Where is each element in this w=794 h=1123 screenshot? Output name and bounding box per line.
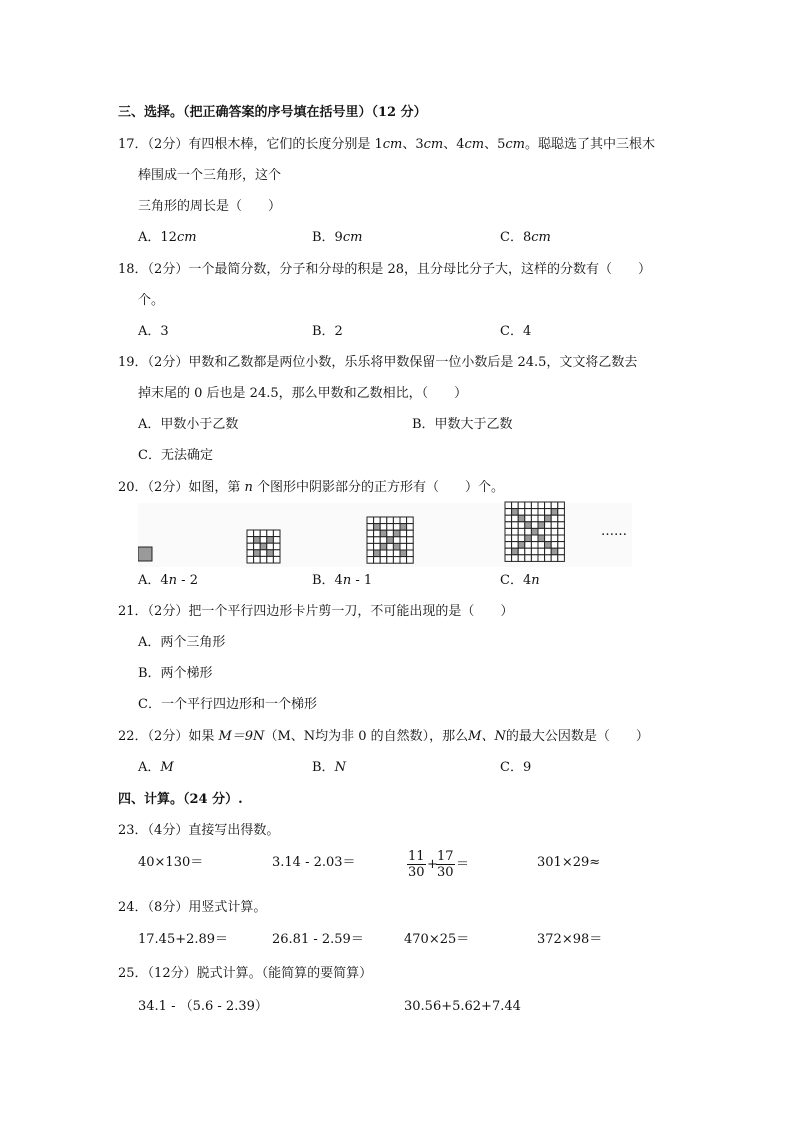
blank-square	[273, 556, 280, 563]
blank-square	[558, 509, 565, 516]
blank-square	[558, 548, 565, 555]
q20-option-b	[312, 573, 372, 589]
q17-option-c-unit: cm	[531, 230, 551, 245]
blank-square	[247, 530, 254, 537]
blank-square	[407, 524, 414, 531]
blank-square	[558, 528, 565, 535]
question-18-line-2: 个。	[138, 293, 165, 308]
q23-fraction-1	[407, 849, 426, 880]
blank-square	[387, 524, 394, 531]
blank-square	[525, 528, 532, 535]
blank-square	[518, 522, 525, 529]
q20-suffix: 个图形中阴影部分的正方形有（ ）个。	[256, 480, 504, 495]
blank-square	[531, 548, 538, 555]
blank-square	[380, 557, 387, 564]
blank-square	[505, 548, 512, 555]
question-19-line-2: 掉末尾的 0 后也是 24.5，那么甲数和乙数相比，（ ）	[138, 386, 468, 401]
blank-square	[545, 528, 552, 535]
blank-square	[525, 548, 532, 555]
q20-option-c-pre: C．4	[500, 573, 532, 588]
q24-expression-4: 372×98＝	[537, 932, 603, 947]
q23-expression-2: 3.14 - 2.03＝	[272, 855, 356, 870]
shaded-square	[551, 548, 558, 555]
blank-square	[538, 509, 545, 516]
q22-expr: M＝9N	[218, 729, 265, 744]
shaded-square	[525, 522, 532, 529]
q22-mn: M、N	[468, 729, 506, 744]
blank-square	[512, 528, 519, 535]
blank-square	[400, 557, 407, 564]
blank-square	[538, 542, 545, 549]
blank-square	[374, 557, 381, 564]
q19-option-c: C．无法确定	[138, 448, 213, 463]
blank-square	[367, 524, 374, 531]
blank-square	[367, 517, 374, 524]
q20-option-b-post: - 1	[351, 573, 373, 588]
blank-square	[254, 543, 261, 550]
shaded-square	[380, 530, 387, 537]
blank-square	[545, 548, 552, 555]
blank-square	[387, 543, 394, 550]
q17-unit: cm	[464, 137, 485, 152]
q17-option-b-label: B．9	[312, 230, 343, 245]
blank-square	[558, 535, 565, 542]
q20-prefix: 20．（2分）如图，第	[118, 480, 241, 495]
shaded-square	[531, 528, 538, 535]
shaded-square	[518, 515, 525, 522]
blank-square	[374, 517, 381, 524]
blank-square	[525, 502, 532, 509]
q21-option-b: B．两个梯形	[138, 666, 213, 681]
blank-square	[505, 515, 512, 522]
blank-square	[505, 522, 512, 529]
q22-option-b-var: N	[334, 760, 346, 775]
shaded-square	[267, 537, 274, 544]
blank-square	[518, 509, 525, 516]
question-17-line-1	[118, 137, 655, 153]
q23-plus: +	[427, 857, 438, 872]
q25-expression-1: 34.1 - （5.6 - 2.39）	[138, 999, 268, 1014]
blank-square	[538, 528, 545, 535]
q17-unit: cm	[505, 137, 526, 152]
q23-fraction-1-numerator: 11	[408, 849, 425, 864]
question-20-line-1	[118, 480, 504, 496]
blank-square	[538, 515, 545, 522]
blank-square	[551, 535, 558, 542]
q20-option-a-post: - 2	[177, 573, 198, 588]
blank-square	[505, 528, 512, 535]
question-17-line-2: 棒围成一个三角形，这个	[138, 168, 282, 183]
question-25-line-1: 25．（12分）脱式计算。（能简算的要简算）	[118, 966, 373, 981]
blank-square	[538, 502, 545, 509]
shaded-square	[267, 550, 274, 557]
q20-option-a-var: n	[168, 573, 178, 588]
blank-square	[512, 515, 519, 522]
blank-square	[558, 502, 565, 509]
blank-square	[518, 555, 525, 562]
blank-square	[531, 555, 538, 562]
q23-fraction-1-denominator: 30	[408, 865, 425, 880]
q17-score: （2分）	[147, 137, 189, 152]
blank-square	[267, 530, 274, 537]
blank-square	[260, 556, 267, 563]
blank-square	[407, 550, 414, 557]
blank-square	[393, 524, 400, 531]
q23-fraction-2	[436, 849, 455, 880]
q20-option-c-var: n	[531, 573, 540, 588]
blank-square	[400, 537, 407, 544]
question-22-line-1	[118, 729, 649, 745]
blank-square	[551, 528, 558, 535]
q20-option-b-var: n	[342, 573, 352, 588]
blank-square	[551, 522, 558, 529]
q20-var: n	[244, 480, 253, 495]
blank-square	[505, 555, 512, 562]
q17-option-a-unit: cm	[176, 230, 197, 245]
q17-sep2: 、4	[443, 137, 465, 152]
blank-square	[273, 543, 280, 550]
blank-square	[518, 502, 525, 509]
blank-square	[367, 537, 374, 544]
blank-square	[518, 548, 525, 555]
blank-square	[260, 550, 267, 557]
figure-2	[247, 530, 280, 563]
q18-option-b: B．2	[312, 324, 343, 339]
blank-square	[512, 522, 519, 529]
shaded-square	[393, 530, 400, 537]
blank-square	[367, 557, 374, 564]
blank-square	[400, 543, 407, 550]
q17-sep1: 、3	[402, 137, 424, 152]
blank-square	[525, 542, 532, 549]
blank-square	[260, 530, 267, 537]
shaded-square	[525, 535, 532, 542]
blank-square	[380, 524, 387, 531]
blank-square	[531, 542, 538, 549]
blank-square	[407, 530, 414, 537]
blank-square	[558, 542, 565, 549]
shaded-square	[138, 547, 152, 561]
blank-square	[505, 502, 512, 509]
q23-fraction-2-denominator: 30	[437, 865, 454, 880]
q17-option-c-label: C．8	[500, 230, 532, 245]
question-18-line-1: 18．（2分）一个最简分数，分子和分母的积是 28，且分母比分子大，这样的分数有（ ）	[118, 262, 651, 277]
shaded-square	[393, 543, 400, 550]
q22-option-c: C．9	[500, 760, 532, 775]
blank-square	[273, 530, 280, 537]
q19-option-b: B．甲数大于乙数	[412, 417, 513, 432]
blank-square	[558, 515, 565, 522]
blank-square	[367, 550, 374, 557]
q17-unit: cm	[423, 137, 444, 152]
blank-square	[531, 502, 538, 509]
q17-option-a-label: A．12	[138, 230, 177, 245]
q17-text-prefix: 有四根木棒，它们的长度分别是 1	[188, 137, 383, 152]
shaded-square	[374, 524, 381, 531]
blank-square	[367, 530, 374, 537]
q22-option-b	[312, 760, 346, 776]
q17-option-b	[312, 230, 362, 246]
blank-square	[545, 502, 552, 509]
q21-option-a: A．两个三角形	[138, 635, 226, 650]
blank-square	[525, 509, 532, 516]
blank-square	[525, 555, 532, 562]
question-17-line-3: 三角形的周长是（ ）	[138, 199, 282, 214]
q24-expression-1: 17.45+2.89＝	[138, 932, 229, 947]
shaded-square	[512, 548, 519, 555]
blank-square	[558, 522, 565, 529]
blank-square	[531, 509, 538, 516]
blank-square	[400, 530, 407, 537]
blank-square	[512, 502, 519, 509]
blank-square	[247, 556, 254, 563]
q17-text-after: 。聪聪选了其中三根木	[525, 137, 656, 152]
blank-square	[551, 502, 558, 509]
blank-square	[367, 543, 374, 550]
blank-square	[374, 543, 381, 550]
blank-square	[545, 522, 552, 529]
blank-square	[551, 542, 558, 549]
blank-square	[380, 517, 387, 524]
blank-square	[273, 550, 280, 557]
blank-square	[407, 537, 414, 544]
q25-expression-2: 30.56+5.62+7.44	[404, 999, 521, 1014]
blank-square	[531, 522, 538, 529]
q22-option-a	[138, 760, 174, 776]
blank-square	[380, 550, 387, 557]
blank-square	[538, 548, 545, 555]
shaded-square	[387, 537, 394, 544]
question-21-line-1: 21．（2分）把一个平行四边形卡片剪一刀，不可能出现的是（ ）	[118, 604, 514, 619]
shaded-square	[380, 543, 387, 550]
blank-square	[387, 530, 394, 537]
blank-square	[380, 537, 387, 544]
blank-square	[505, 535, 512, 542]
blank-square	[531, 515, 538, 522]
blank-square	[267, 543, 274, 550]
q23-expression-1: 40×130＝	[138, 855, 204, 870]
blank-square	[505, 542, 512, 549]
shaded-square	[254, 550, 261, 557]
blank-square	[254, 556, 261, 563]
blank-square	[505, 509, 512, 516]
shaded-square	[512, 509, 519, 516]
shaded-square	[374, 550, 381, 557]
q17-unit: cm	[382, 137, 403, 152]
blank-square	[387, 557, 394, 564]
q20-option-b-pre: B．4	[312, 573, 343, 588]
blank-square	[247, 550, 254, 557]
shaded-square	[538, 535, 545, 542]
blank-square	[387, 517, 394, 524]
q22-option-a-var: M	[160, 760, 174, 775]
blank-square	[551, 515, 558, 522]
shaded-square	[400, 550, 407, 557]
blank-square	[393, 557, 400, 564]
blank-square	[407, 543, 414, 550]
q21-option-c: C．一个平行四边形和一个梯形	[138, 697, 317, 712]
blank-square	[400, 517, 407, 524]
q19-option-a: A．甲数小于乙数	[138, 417, 239, 432]
q20-ellipsis: ……	[601, 524, 627, 539]
blank-square	[512, 542, 519, 549]
figure-3	[367, 517, 413, 563]
q17-sep3: 、5	[484, 137, 506, 152]
blank-square	[518, 535, 525, 542]
blank-square	[407, 517, 414, 524]
blank-square	[512, 535, 519, 542]
question-19-line-1: 19．（2分）甲数和乙数都是两位小数，乐乐将甲数保留一位小数后是 24.5，文文将乙数去	[118, 355, 638, 370]
blank-square	[374, 537, 381, 544]
blank-square	[247, 537, 254, 544]
q17-option-b-unit: cm	[342, 230, 363, 245]
q18-option-a: A．3	[138, 324, 169, 339]
blank-square	[538, 555, 545, 562]
q23-fraction-2-numerator: 17	[437, 849, 454, 864]
q22-paren: （M、N均为非 0 的自然数），那么	[264, 729, 469, 744]
blank-square	[247, 543, 254, 550]
q17-number: 17．	[118, 137, 148, 152]
blank-square	[254, 530, 261, 537]
shaded-square	[545, 515, 552, 522]
blank-square	[387, 550, 394, 557]
shaded-square	[551, 509, 558, 516]
q18-option-c: C．4	[500, 324, 532, 339]
section-4-heading: 四、计算。（24 分）.	[118, 792, 243, 807]
blank-square	[393, 517, 400, 524]
blank-square	[393, 537, 400, 544]
blank-square	[393, 550, 400, 557]
q20-option-a	[138, 573, 198, 589]
q23-equals: ＝	[456, 857, 470, 872]
q20-figures	[138, 500, 638, 568]
blank-square	[545, 509, 552, 516]
q22-prefix: 22．（2分）如果	[118, 729, 215, 744]
question-24-line-1: 24．（8分）用竖式计算。	[118, 900, 267, 915]
blank-square	[407, 557, 414, 564]
shaded-square	[260, 543, 267, 550]
shaded-square	[254, 537, 261, 544]
blank-square	[531, 535, 538, 542]
q20-option-c	[500, 573, 540, 589]
q22-option-a-pre: A．	[138, 760, 161, 775]
blank-square	[545, 535, 552, 542]
shaded-square	[538, 522, 545, 529]
section-3-heading: 三、选择。（把正确答案的序号填在括号里）（12 分）	[118, 105, 427, 120]
blank-square	[374, 530, 381, 537]
q23-expression-4: 301×29≈	[537, 855, 601, 870]
figure-1	[138, 547, 152, 561]
q20-option-a-pre: A．4	[138, 573, 169, 588]
q17-option-c	[500, 230, 551, 246]
blank-square	[518, 528, 525, 535]
q22-suffix: 的最大公因数是（ ）	[505, 729, 649, 744]
blank-square	[558, 555, 565, 562]
q24-expression-2: 26.81 - 2.59＝	[272, 932, 364, 947]
shaded-square	[400, 524, 407, 531]
blank-square	[512, 555, 519, 562]
question-23-line-1: 23．（4分）直接写出得数。	[118, 823, 280, 838]
q22-option-b-pre: B．	[312, 760, 335, 775]
q24-expression-3: 470×25＝	[404, 932, 470, 947]
figure-4	[505, 502, 564, 561]
shaded-square	[518, 542, 525, 549]
blank-square	[525, 515, 532, 522]
q17-option-a	[138, 230, 197, 246]
blank-square	[273, 537, 280, 544]
blank-square	[267, 556, 274, 563]
blank-square	[260, 537, 267, 544]
shaded-square	[545, 542, 552, 549]
blank-square	[551, 555, 558, 562]
blank-square	[545, 555, 552, 562]
